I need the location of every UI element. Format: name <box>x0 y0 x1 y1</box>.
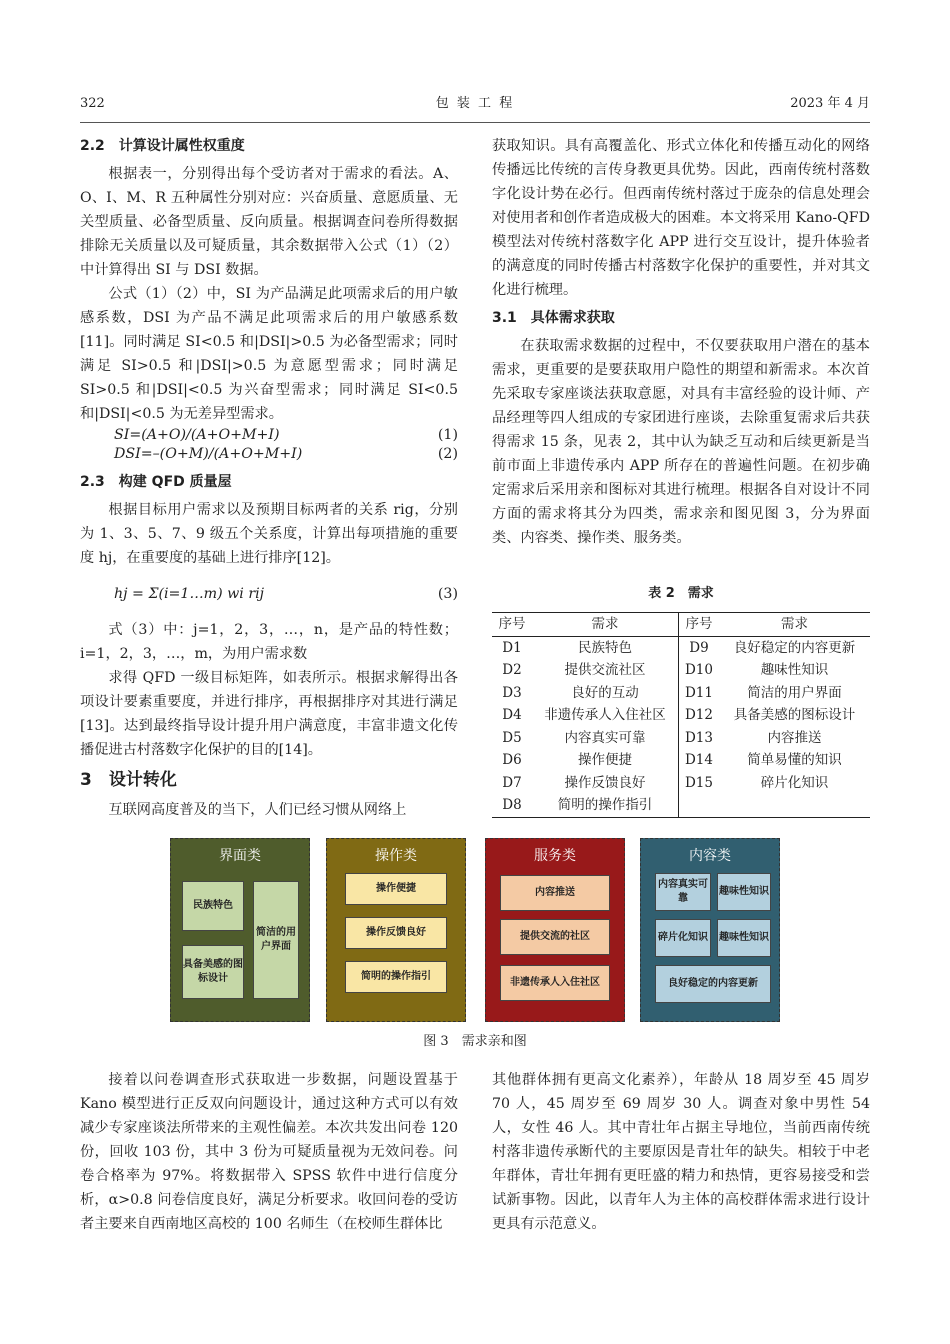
paragraph: 根据表一，分别得出每个受访者对于需求的看法。A、O、I、M、R 五种属性分别对应：兴奋质量、意愿质量、无关型质量、必备型质量、反向质量。根据调查问卷所得数据排除无关质量以及可疑质量，其余数据带入公式（1）（2）中计算得出 SI 与 DSI 数据。 <box>80 166 458 278</box>
table-cell: 良好的互动 <box>532 682 679 705</box>
affinity-diagram <box>170 838 780 1022</box>
table-cell: D9 <box>689 639 709 656</box>
header-req: 需求 <box>719 613 870 637</box>
panel-content <box>640 838 780 1022</box>
table-caption: 表 2 需求 <box>648 586 714 601</box>
requirements-table <box>492 612 870 818</box>
figure-caption: 图 3 需求亲和图 <box>423 1034 527 1049</box>
table-row <box>492 772 870 795</box>
paragraph: 其他群体拥有更高文化素养），年龄从 18 周岁至 45 周岁 70 人，45 周岁至 69 周岁 30 人。调查对象中男性 54 人，女性 46 人。其中青壮年占据主导地位，当前西南传统村落非遗传承断代的主要原因是青壮年的缺失。相较于中老年群体，青壮年拥有更旺盛的精力和热情，更容易接受和尝试新事物。因此，以青年人为主体的高校群体需求进行设计更具有示范意义。 <box>492 1072 870 1232</box>
equation-2-formula: DSI=–(O+M)/(A+O+M+I) <box>114 446 303 462</box>
card: 内容推送 <box>500 875 610 911</box>
table-row <box>492 794 870 817</box>
table-row <box>492 659 870 682</box>
card: 内容真实可靠 <box>655 873 711 911</box>
paragraph: 接着以问卷调查形式获取进一步数据，问题设置基于 Kano 模型进行正反双向问题设计，通过这种方式可以有效减少专家座谈法所带来的主观性偏差。本次共发出问卷 120 份，回收 103 份，其中 3 份为可疑质量视为无效问卷。问卷合格率为 97%。将数据带入 SPSS 软件中进行信度分析，α>0.8 问卷信度良好，满足分析要求。收回问卷的受访者主要来自西南地区高校的 100 名师生（在校师生群体比 <box>80 1072 458 1232</box>
equation-1-number: (1) <box>437 427 458 443</box>
table-row <box>492 682 870 705</box>
table-cell: 碎片化知识 <box>760 774 829 791</box>
table-cell: D2 <box>502 662 522 678</box>
table-cell: D5 <box>502 729 522 746</box>
section-3-1-title: 3.1 具体需求获取 <box>492 310 615 326</box>
card: 操作反馈良好 <box>345 917 447 949</box>
table-cell: D3 <box>502 684 522 701</box>
issue-date: 2023 年 4 月 <box>790 96 870 111</box>
table-cell: 操作反馈良好 <box>532 772 679 795</box>
table-cell: 良好稳定的内容更新 <box>733 639 856 656</box>
panel-ui <box>170 838 310 1022</box>
table-cell: D14 <box>684 752 713 768</box>
page-number: 322 <box>80 96 105 111</box>
left-column <box>80 134 458 822</box>
section-3-title: 3 设计转化 <box>80 770 177 790</box>
table-cell: 操作便捷 <box>532 749 679 772</box>
panel-ui-title: 界面类 <box>219 848 261 864</box>
table-row <box>492 704 870 727</box>
table-cell: 具备美感的图标设计 <box>733 707 856 723</box>
table-cell: D13 <box>684 729 713 746</box>
table-cell: D4 <box>502 707 522 723</box>
paragraph: 在获取需求数据的过程中，不仅要获取用户潜在的基本需求，更重要的是要获取用户隐性的期望和新需求。本次首先采取专家座谈法获取意愿，对具有丰富经验的设计师、产品经理等四人组成的专家团进行座谈，去除重复需求后共获得需求 15 条，见表 2，其中认为缺乏互动和后续更新是当前市面上非遗传承内 APP 所存在的普遍性问题。在初步确定需求后采用亲和图标对其进行梳理。根据各自对设计不同方面的需求将其分为四类，需求亲和图见图 3，分为界面类、内容类、操作类、服务类。 <box>492 338 870 546</box>
table-row <box>492 749 870 772</box>
table-cell: D8 <box>492 794 532 817</box>
table-cell: 简洁的用户界面 <box>747 684 842 701</box>
equation-3-formula: hj = Σ(i=1…m) wi rij <box>114 586 265 602</box>
equation-3-number: (3) <box>437 586 458 602</box>
table-cell: 内容真实可靠 <box>532 727 679 750</box>
table-cell: 非遗传承人入住社区 <box>532 704 679 727</box>
table-cell <box>719 794 870 817</box>
table-cell: 民族特色 <box>532 636 679 659</box>
card: 操作便捷 <box>345 873 447 905</box>
card: 具备美感的图标设计 <box>182 945 244 999</box>
card: 趣味性知识 <box>717 919 771 957</box>
table-cell: D12 <box>684 707 713 723</box>
table-cell: 提供交流社区 <box>532 659 679 682</box>
card: 简明的操作指引 <box>345 961 447 993</box>
paragraph: 式（3）中：j=1，2，3，…，n，是产品的特性数；i=1，2，3，…，m，为用户需求数 <box>80 622 458 662</box>
section-2-2-title: 2.2 计算设计属性权重度 <box>80 138 245 154</box>
table-row <box>492 727 870 750</box>
paragraph: 获取知识。具有高覆盖化、形式立体化和传播互动化的网络传播远比传统的言传身教更具优势。因此，西南传统村落数字化设计势在必行。但西南传统村落过于庞杂的信息处理会对使用者和创作者造成极大的困难。本文将采用 Kano-QFD 模型法对传统村落数字化 APP 进行交互设计，提升体验者的满意度的同时传播古村落数字化保护的重要性，并对其文化进行梳理。 <box>492 138 870 298</box>
journal-title: 包 装 工 程 <box>435 96 515 111</box>
table-cell: 趣味性知识 <box>760 662 829 678</box>
table-cell: 简单易懂的知识 <box>747 752 842 768</box>
header-no: 序号 <box>492 613 532 637</box>
card: 碎片化知识 <box>655 919 711 957</box>
right-column <box>492 134 870 550</box>
bottom-left-column <box>80 1068 458 1236</box>
table-cell: D11 <box>684 684 713 701</box>
table-cell: 简明的操作指引 <box>532 794 679 817</box>
panel-content-title: 内容类 <box>689 848 731 864</box>
card: 提供交流的社区 <box>500 919 610 955</box>
bottom-right-column <box>492 1068 870 1236</box>
table-cell: 内容推送 <box>767 729 822 746</box>
paragraph: 互联网高度普及的当下，人们已经习惯从网络上 <box>108 802 407 818</box>
section-2-3-title: 2.3 构建 QFD 质量屋 <box>80 474 232 490</box>
table-cell: D6 <box>502 752 522 768</box>
panel-op-title: 操作类 <box>375 848 417 864</box>
table-cell: D7 <box>502 774 522 791</box>
equation-3 <box>80 580 458 608</box>
equation-2-number: (2) <box>437 446 458 462</box>
paragraph: 求得 QFD 一级目标矩阵，如表所示。根据求解得出各项设计要素重要度，并进行排序，再根据排序对其进行满足[13]。达到最终指导设计提升用户满意度，丰富非遗文化传播促进古村落数字化保护的目的[14]。 <box>80 670 458 758</box>
table-row <box>492 636 870 659</box>
table-2 <box>492 582 870 818</box>
header-req: 需求 <box>532 613 679 637</box>
panel-svc <box>485 838 625 1022</box>
header-rule <box>80 122 870 123</box>
table-cell <box>679 794 720 817</box>
card: 趣味性知识 <box>717 873 771 911</box>
paragraph: 公式（1）（2）中，SI 为产品满足此项需求后的用户敏感系数，DSI 为产品不满足此项需求后的用户敏感系数[11]。同时满足 SI<0.5 和|DSI|>0.5 为必备型需求；同时满足 SI>0.5 和|DSI|>0.5 为意愿型需求；同时满足 SI>0.5 和|DSI|<0.5 为兴奋型需求；同时满足 SI<0.5 和|DSI|<0.5 为无差异型需求。 <box>80 286 458 422</box>
card: 简洁的用户界面 <box>253 881 299 999</box>
table-cell: D10 <box>684 662 713 678</box>
equation-2 <box>80 445 458 464</box>
table-cell: D1 <box>502 639 522 656</box>
equation-1 <box>80 426 458 445</box>
header-no: 序号 <box>679 613 720 637</box>
table-cell: D15 <box>684 774 713 791</box>
paragraph: 根据目标用户需求以及预期目标两者的关系 rig，分别为 1、3、5、7、9 级五个关系度，计算出每项措施的重要度 hj，在重要度的基础上进行排序[12]。 <box>80 502 458 566</box>
panel-svc-title: 服务类 <box>534 848 576 864</box>
card: 非遗传承人入住社区 <box>500 965 610 1001</box>
card: 民族特色 <box>182 881 244 931</box>
card: 良好稳定的内容更新 <box>655 965 771 1003</box>
panel-op <box>326 838 466 1022</box>
equation-1-formula: SI=(A+O)/(A+O+M+I) <box>114 427 280 443</box>
